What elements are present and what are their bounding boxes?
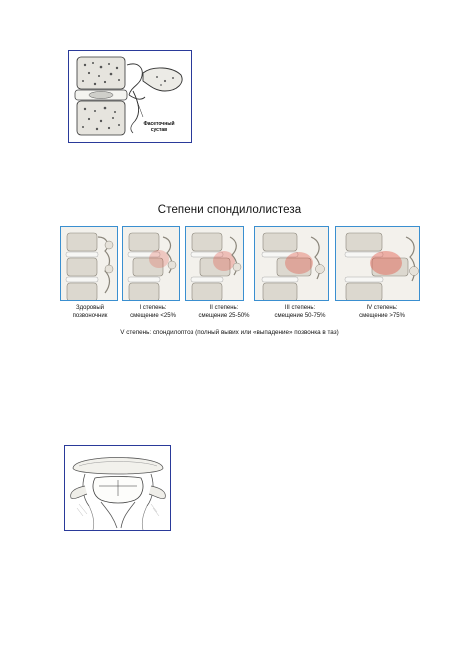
panel-grade-4 [335, 226, 420, 301]
caption-healthy-line2: позвоночник [72, 312, 108, 319]
panel-healthy-spine [60, 226, 118, 301]
axial-vertebra-drawing [65, 446, 171, 531]
caption-grade-4 [342, 305, 422, 320]
caption-grade-2-line2: смещение 25-50% [198, 312, 250, 319]
facet-joint-label-line1: Фасеточный [143, 121, 175, 127]
grade-5-note: V степень: спондилоптоз (полный вывих или «выпадение» позвонка в таз) [120, 329, 339, 336]
panel-grade-2 [185, 226, 244, 301]
caption-grade-3 [260, 305, 340, 320]
facet-joint-label [129, 121, 189, 133]
caption-grade-1-line1: I степень: [139, 305, 167, 311]
caption-grade-1-line2: смещение <25% [130, 312, 176, 319]
axial-vertebra-illustration [64, 445, 171, 531]
caption-grade-4-line2: смещение >75% [359, 312, 405, 319]
grades-illustration-row [60, 226, 420, 302]
panel-grade-3 [254, 226, 329, 301]
caption-grade-2-line1: II степень: [209, 305, 239, 311]
caption-healthy [56, 305, 124, 320]
caption-grade-4-line1: IV степень: [366, 305, 398, 311]
caption-grade-3-line1: III степень: [284, 305, 316, 311]
facet-joint-label-line2: сустав [150, 127, 168, 133]
caption-grade-1 [118, 305, 188, 320]
caption-healthy-line1: Здоровый [76, 305, 104, 311]
facet-joint-illustration [68, 50, 192, 143]
caption-grade-2 [186, 305, 262, 320]
spondylolisthesis-grades-title: Степени спондилолистеза [157, 204, 302, 216]
panel-grade-1 [122, 226, 180, 301]
caption-grade-3-line2: смещение 50-75% [274, 312, 326, 319]
